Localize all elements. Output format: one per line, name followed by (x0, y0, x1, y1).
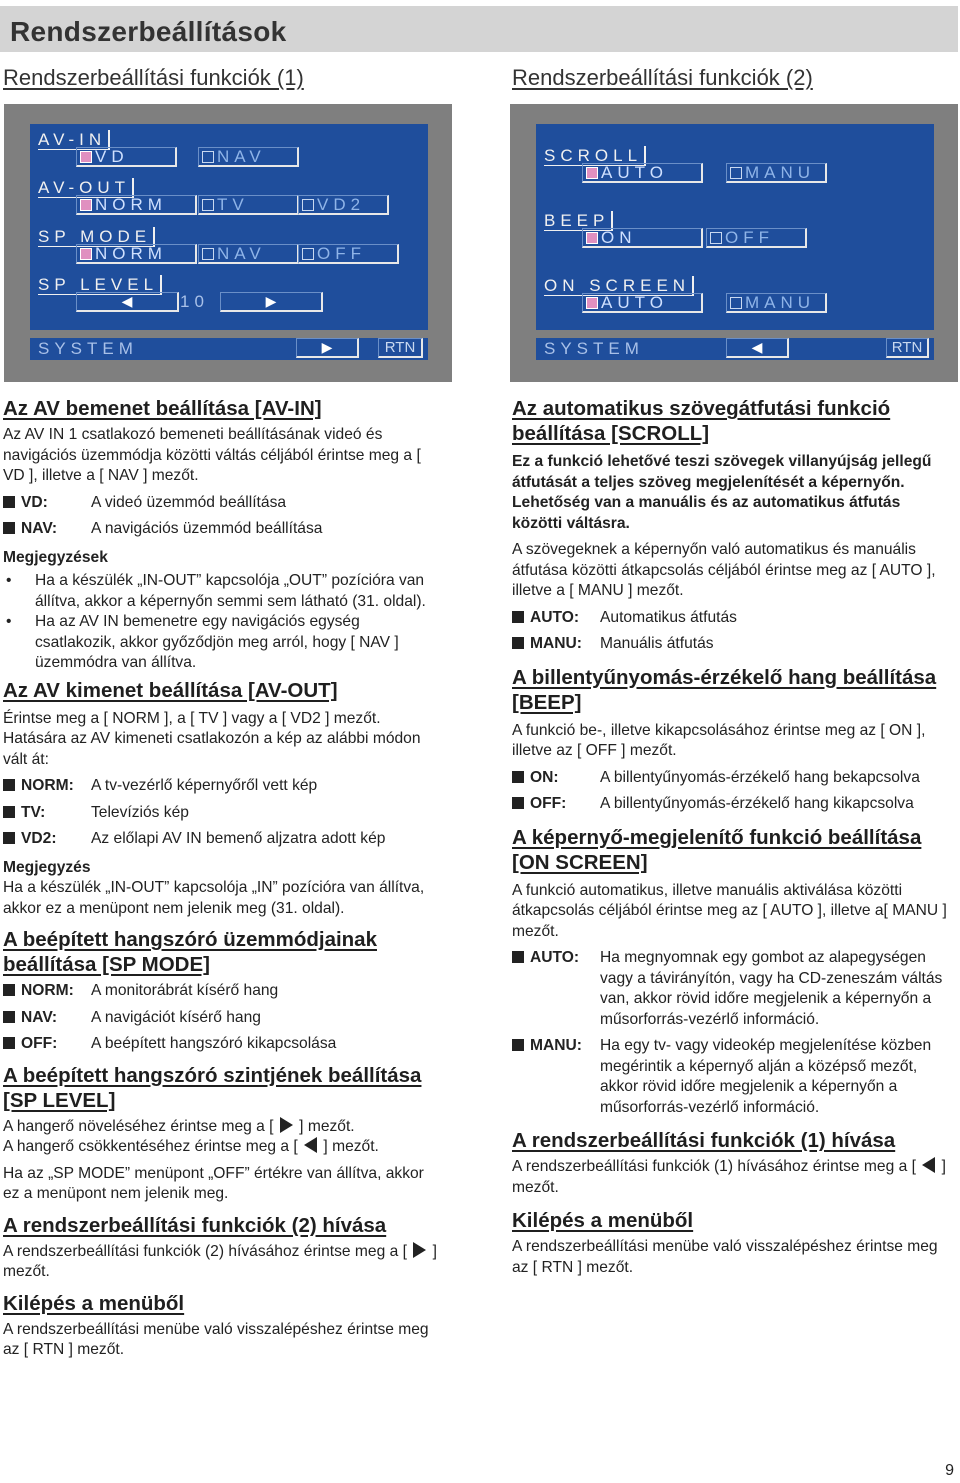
call-1-paragraph: A rendszerbeállítási funkciók (1) hívásához érintse meg a [ ] mezőt. (512, 1158, 946, 1196)
auto-item: AUTO: Automatikus átfutás (512, 608, 952, 629)
indicator (202, 151, 214, 163)
settings-panel (30, 124, 428, 330)
right-text-column (512, 396, 952, 1278)
sp-mode-norm-button[interactable]: NORM (76, 244, 197, 264)
vd-item: VD: A videó üzemmód beállítása (3, 493, 443, 514)
indicator (730, 297, 742, 309)
exit-paragraph: A rendszerbeállítási menübe való visszalépéshez érintse meg az [ RTN ] mezőt. (512, 1238, 938, 1276)
selected-indicator (586, 297, 598, 309)
left-arrow-icon: ◀ (751, 339, 763, 355)
note-paragraph: Ha a készülék „IN-OUT” kapcsolója „IN” pozícióra van állítva, akkor ez a menüpont nem jelenik meg (31. oldal). (3, 879, 425, 917)
beep-on-button[interactable]: ON (582, 228, 703, 248)
system-label: SYSTEM (544, 339, 644, 358)
av-in-paragraph: Az AV IN 1 csatlakozó bemeneti beállításának videó és navigációs üzemmódja közötti váltás céljából érintse meg a [ VD ], illetve a [ NAV ] mezőt. (3, 426, 421, 484)
av-out-norm-button[interactable]: NORM (76, 195, 197, 215)
right-arrow-icon: ▶ (265, 293, 277, 309)
av-in-label: AV-IN (38, 130, 110, 150)
selected-indicator (586, 232, 598, 244)
scroll-label: SCROLL (544, 146, 646, 166)
left-column-heading: Rendszerbeállítási funkciók (1) (3, 65, 304, 90)
sp-level-down-text: A hangerő csökkentéséhez érintse meg a [ ] mezőt. (3, 1138, 379, 1155)
selected-indicator (586, 167, 598, 179)
system-label: SYSTEM (38, 339, 138, 358)
manu-item: MANU: Manuális átfutás (512, 634, 952, 655)
settings-panel (536, 124, 934, 330)
call-1-heading: A rendszerbeállítási funkciók (1) hívása (512, 1129, 896, 1152)
page-number: 9 (945, 1462, 954, 1479)
norm-item: NORM: A tv-vezérlő képernyőről vett kép (3, 776, 443, 797)
indicator (302, 248, 314, 260)
nav-item: NAV: A navigációs üzemmód beállítása (3, 519, 443, 540)
exit-paragraph: A rendszerbeállítási menübe való visszalépéshez érintse meg az [ RTN ] mezőt. (3, 1320, 429, 1358)
on-screen-auto-button[interactable]: AUTO (582, 293, 703, 313)
sp-mode-off-button[interactable]: OFF (298, 244, 399, 264)
indicator (202, 199, 214, 211)
on-screen-paragraph: A funkció automatikus, illetve manuális aktiválása közötti átkapcsolás céljából érintse meg az [ AUTO ], illetve a[ MANU ] mezőt. (512, 881, 947, 940)
beep-label: BEEP (544, 211, 613, 231)
sp-mode-heading: A beépített hangszóró üzemmódjainak beállítása [SP MODE] (3, 928, 377, 976)
av-in-nav-button[interactable]: NAV (198, 147, 299, 167)
on-item: ON: A billentyűnyomás-érzékelő hang bekapcsolva (512, 768, 952, 789)
os-auto-item: AUTO: Ha megnyomnak egy gombot az alapegységen vagy a távirányítón, vagy ha CD-zeneszám váltás van, akkor rövid időre megjelenik a képernyőn a műsorforrás-vezérlő információ. (512, 948, 952, 1030)
scroll-auto-button[interactable]: AUTO (582, 163, 703, 183)
rtn-button[interactable]: RTN (378, 338, 423, 358)
av-out-heading: Az AV kimenet beállítása [AV-OUT] (3, 678, 338, 702)
selected-indicator (80, 248, 92, 260)
indicator (302, 199, 314, 211)
av-out-paragraph: Érintse meg a [ NORM ], a [ TV ] vagy a [ VD2 ] mezőt. Hatására az AV kimeneti csatlakozón a kép az alábbi módon vált át: (3, 709, 421, 768)
note-heading: Megjegyzés (3, 858, 91, 876)
left-arrow-icon: ◀ (121, 293, 133, 309)
next-page-button[interactable] (296, 338, 359, 358)
sp-level-heading: A beépített hangszóró szintjének beállítása [SP LEVEL] (3, 1063, 422, 1112)
volume-up-button[interactable] (220, 292, 323, 312)
on-screen-label: ON SCREEN (544, 276, 694, 296)
on-screen-manu-button[interactable]: MANU (726, 293, 827, 313)
tv-item: TV: Televíziós kép (3, 803, 443, 824)
notes-heading: Megjegyzések (3, 548, 108, 566)
sp-mode-nav-button[interactable]: NAV (198, 244, 299, 264)
call-2-heading: A rendszerbeállítási funkciók (2) hívása (3, 1213, 387, 1237)
sp-level-up-text: A hangerő növeléséhez érintse meg a [ ] mezőt. (3, 1117, 355, 1135)
volume-down-button[interactable] (76, 292, 179, 312)
indicator (202, 248, 214, 260)
indicator (710, 232, 722, 244)
on-screen-heading: A képernyő-megjelenítő funkció beállítása [ON SCREEN] (512, 825, 922, 874)
system-settings-2-screen (510, 104, 958, 382)
scroll-intro: Ez a funkció lehetővé teszi szövegek villanyújság jellegű átfutását a teljes szöveg megjelenítését a képernyőn. Lehetőség van a manuális és az automatikus átfutás közötti váltásra. (512, 453, 932, 532)
sp-nav-item: NAV: A navigációt kísérő hang (3, 1008, 443, 1029)
system-bar (30, 338, 428, 360)
left-triangle-icon (304, 1137, 317, 1153)
right-column-heading: Rendszerbeállítási funkciók (2) (512, 65, 813, 90)
rtn-button[interactable]: RTN (886, 338, 929, 358)
prev-page-button[interactable] (726, 338, 789, 358)
page-title: Rendszerbeállítások (10, 16, 287, 47)
sp-mode-label: SP MODE (38, 227, 155, 247)
left-triangle-icon (922, 1157, 935, 1173)
right-arrow-icon: ▶ (321, 339, 333, 355)
selected-indicator (80, 151, 92, 163)
off-item: OFF: A billentyűnyomás-érzékelő hang kikapcsolva (512, 794, 952, 815)
right-triangle-icon (280, 1117, 293, 1133)
system-settings-1-screen (4, 104, 452, 382)
os-manu-item: MANU: Ha egy tv- vagy videokép megjelenítése közben megérintik a képernyő alján a középső mezőt, akkor rövid időre megjelenik a képernyőn a műsorforrás-vezérlő információ. (512, 1036, 952, 1118)
vd2-item: VD2: Az előlapi AV IN bemenő aljzatra adott kép (3, 829, 443, 850)
sp-level-value: 10 (180, 292, 209, 311)
beep-paragraph: A funkció be-, illetve kikapcsolásához érintse meg az [ ON ], illetve az [ OFF ] mezőt. (512, 721, 926, 759)
left-text-column (3, 396, 443, 1361)
beep-heading: A billentyűnyomás-érzékelő hang beállítása [BEEP] (512, 665, 937, 714)
sp-level-label: SP LEVEL (38, 275, 162, 295)
av-out-label: AV-OUT (38, 178, 134, 198)
av-in-heading: Az AV bemenet beállítása [AV-IN] (3, 397, 322, 420)
right-triangle-icon (413, 1242, 426, 1258)
sp-norm-item: NORM: A monitorábrát kísérő hang (3, 981, 443, 1002)
exit-heading: Kilépés a menüből (512, 1209, 694, 1232)
call-2-paragraph: A rendszerbeállítási funkciók (2) hívásához érintse meg a [ ] mezőt. (3, 1242, 437, 1280)
beep-off-button[interactable]: OFF (706, 228, 807, 248)
page-title-bar (0, 6, 958, 52)
av-out-vd2-button[interactable]: VD2 (298, 195, 389, 215)
system-bar (536, 338, 934, 360)
selected-indicator (80, 199, 92, 211)
av-out-tv-button[interactable]: TV (198, 195, 299, 215)
sp-off-item: OFF: A beépített hangszóró kikapcsolása (3, 1034, 443, 1055)
scroll-manu-button[interactable]: MANU (726, 163, 827, 183)
note-item: • Ha a készülék „IN-OUT” kapcsolója „OUT” pozícióra van állítva, akkor a képernyőn semmi sem látható (31. oldal). (3, 571, 443, 612)
sp-level-note: Ha az „SP MODE” menüpont „OFF” értékre van állítva, akkor ez a menüpont nem jelenik meg. (3, 1164, 424, 1202)
av-in-vd-button[interactable]: VD (76, 147, 177, 167)
scroll-paragraph: A szövegeknek a képernyőn való automatikus és manuális átfutása közötti átkapcsolás céljából érintse meg az [ AUTO ], illetve a [ MANU ] mezőt. (512, 541, 936, 599)
note-item: • Ha az AV IN bemenetre egy navigációs egység csatlakozik, akkor győződjön meg arról, hogy [ NAV ] üzemmódra van állítva. (3, 612, 443, 674)
indicator (730, 167, 742, 179)
exit-heading: Kilépés a menüből (3, 1291, 185, 1315)
scroll-heading: Az automatikus szövegátfutási funkció beállítása [SCROLL] (512, 397, 891, 445)
